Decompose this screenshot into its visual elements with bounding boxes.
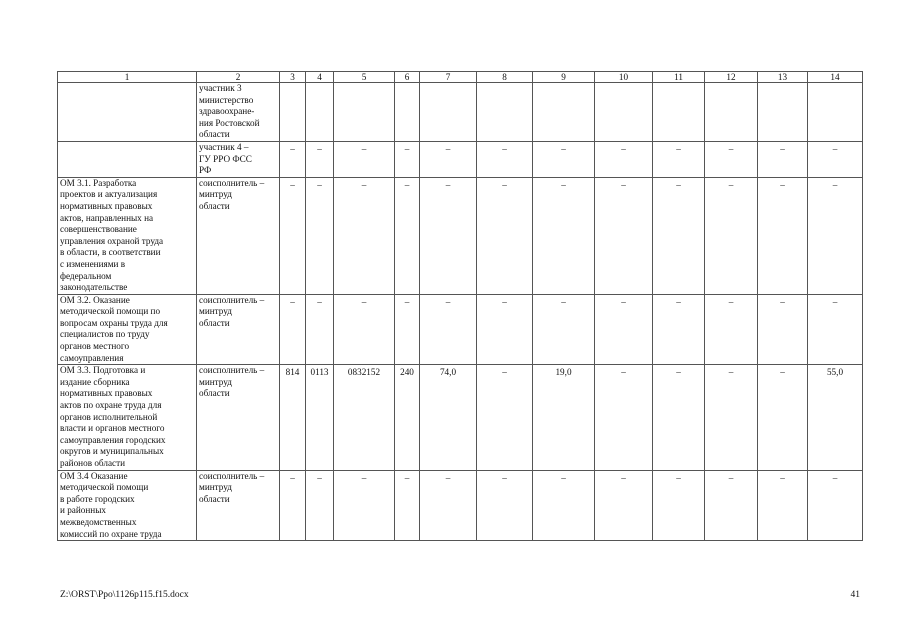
activity-cell [58, 141, 197, 177]
column-header-2: 2 [197, 72, 280, 83]
value-cell: – [758, 294, 808, 365]
value-cell: 55,0 [808, 365, 863, 470]
value-cell: – [477, 294, 533, 365]
value-cell: – [653, 470, 705, 541]
activity-cell: ОМ 3.2. Оказание методической помощи по вопросам охраны труда для специалистов по труду органов местного самоуправления [58, 294, 197, 365]
value-cell: 74,0 [420, 365, 477, 470]
column-header-6: 6 [395, 72, 420, 83]
value-cell: – [280, 294, 306, 365]
value-cell [808, 83, 863, 142]
value-cell: – [306, 141, 334, 177]
footer-file-path: Z:\ORST\Ppo\1126p115.f15.docx [60, 590, 189, 600]
activity-cell: ОМ 3.1. Разработка проектов и актуализация нормативных правовых актов, направленных на совершенствование управления охраной труда в области, в соответствии с изменениями в федеральном законодательстве [58, 177, 197, 294]
value-cell [395, 83, 420, 142]
value-cell: – [395, 470, 420, 541]
value-cell [334, 83, 395, 142]
value-cell: – [533, 470, 595, 541]
executor-cell: соисполнитель – минтруд области [197, 294, 280, 365]
value-cell: – [420, 141, 477, 177]
value-cell: – [595, 470, 653, 541]
value-cell: – [595, 365, 653, 470]
column-header-11: 11 [653, 72, 705, 83]
table-row [58, 83, 863, 142]
column-header-8: 8 [477, 72, 533, 83]
value-cell [653, 83, 705, 142]
value-cell: – [595, 294, 653, 365]
value-cell [280, 83, 306, 142]
value-cell: – [280, 177, 306, 294]
budget-table [57, 71, 863, 541]
value-cell: – [420, 470, 477, 541]
value-cell: – [477, 141, 533, 177]
header-row [58, 72, 863, 83]
value-cell: 814 [280, 365, 306, 470]
table-row [58, 470, 863, 541]
column-header-5: 5 [334, 72, 395, 83]
value-cell: – [653, 294, 705, 365]
value-cell: – [533, 141, 595, 177]
column-header-7: 7 [420, 72, 477, 83]
column-header-1: 1 [58, 72, 197, 83]
value-cell: – [420, 177, 477, 294]
value-cell: – [705, 365, 758, 470]
value-cell: 240 [395, 365, 420, 470]
value-cell: – [653, 141, 705, 177]
value-cell: – [477, 177, 533, 294]
column-header-14: 14 [808, 72, 863, 83]
column-header-10: 10 [595, 72, 653, 83]
table-row [58, 141, 863, 177]
column-header-9: 9 [533, 72, 595, 83]
value-cell: – [758, 470, 808, 541]
value-cell: – [477, 365, 533, 470]
value-cell: – [395, 177, 420, 294]
value-cell: – [705, 294, 758, 365]
value-cell: 0113 [306, 365, 334, 470]
value-cell: 19,0 [533, 365, 595, 470]
executor-cell: соисполнитель – минтруд области [197, 365, 280, 470]
activity-cell: ОМ 3.4 Оказание методической помощи в работе городских и районных межведомственных комиссий по охране труда [58, 470, 197, 541]
table-row [58, 365, 863, 470]
value-cell: – [808, 141, 863, 177]
value-cell: – [280, 141, 306, 177]
value-cell: – [595, 177, 653, 294]
footer-page-number: 41 [850, 590, 860, 600]
table-row [58, 177, 863, 294]
executor-cell: участник 3 министерство здравоохране- ния Ростовской области [197, 83, 280, 142]
value-cell: – [395, 141, 420, 177]
value-cell: – [420, 294, 477, 365]
executor-cell: соисполнитель – минтруд области [197, 177, 280, 294]
value-cell: – [477, 470, 533, 541]
executor-cell: участник 4 – ГУ РРО ФСС РФ [197, 141, 280, 177]
value-cell: – [334, 470, 395, 541]
value-cell: – [653, 177, 705, 294]
value-cell: – [808, 177, 863, 294]
value-cell [533, 83, 595, 142]
value-cell: – [306, 177, 334, 294]
column-header-12: 12 [705, 72, 758, 83]
value-cell [758, 83, 808, 142]
value-cell [420, 83, 477, 142]
column-header-13: 13 [758, 72, 808, 83]
activity-cell [58, 83, 197, 142]
value-cell [595, 83, 653, 142]
column-header-3: 3 [280, 72, 306, 83]
value-cell: – [533, 294, 595, 365]
activity-cell: ОМ 3.3. Подготовка и издание сборника нормативных правовых актов по охране труда для органов исполнительной власти и органов местного самоуправления городских округов и муниципальных районов области [58, 365, 197, 470]
value-cell: – [758, 365, 808, 470]
value-cell: – [595, 141, 653, 177]
value-cell: – [533, 177, 595, 294]
value-cell: – [334, 294, 395, 365]
value-cell [705, 83, 758, 142]
value-cell: – [334, 141, 395, 177]
value-cell: – [808, 294, 863, 365]
value-cell: 0832152 [334, 365, 395, 470]
value-cell: – [306, 470, 334, 541]
value-cell: – [280, 470, 306, 541]
value-cell: – [758, 141, 808, 177]
value-cell [306, 83, 334, 142]
value-cell: – [334, 177, 395, 294]
value-cell [477, 83, 533, 142]
value-cell: – [705, 470, 758, 541]
value-cell: – [306, 294, 334, 365]
value-cell: – [653, 365, 705, 470]
table-row [58, 294, 863, 365]
value-cell: – [705, 141, 758, 177]
value-cell: – [808, 470, 863, 541]
column-header-4: 4 [306, 72, 334, 83]
executor-cell: соисполнитель – минтруд области [197, 470, 280, 541]
value-cell: – [395, 294, 420, 365]
value-cell: – [705, 177, 758, 294]
value-cell: – [758, 177, 808, 294]
